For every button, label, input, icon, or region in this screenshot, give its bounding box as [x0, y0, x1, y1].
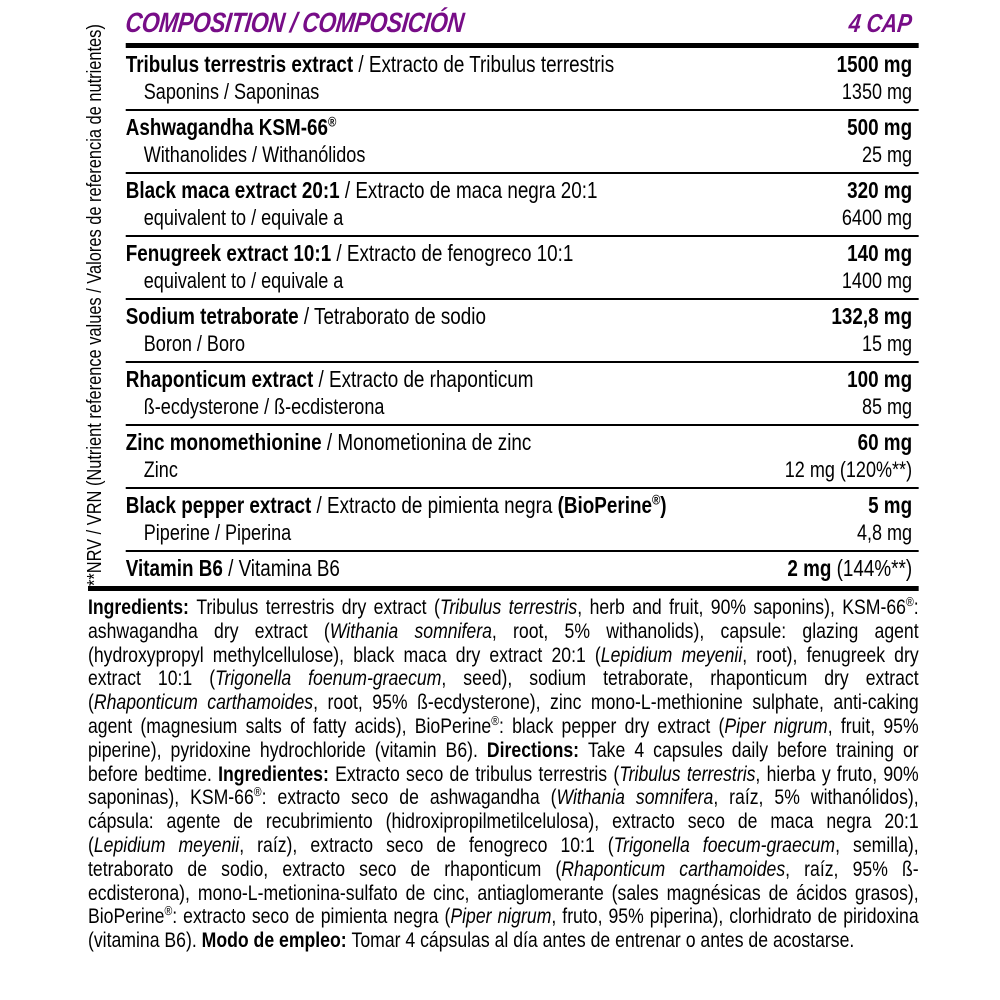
ingredient-main-line	[126, 429, 919, 456]
text-segment: 500 mg	[847, 114, 913, 140]
sub-ingredient-line	[126, 204, 919, 231]
ingredient-main-line	[126, 366, 919, 393]
text-segment: Fenugreek extract 10:1	[125, 240, 332, 266]
text-segment: ß-ecdysterone / ß-ecdisterona	[143, 394, 385, 419]
text-segment: Directions:	[486, 737, 589, 762]
ingredient-row	[126, 363, 919, 426]
sub-ingredient-amount	[842, 78, 919, 105]
panel-title: COMPOSITION / COMPOSICIÓN	[123, 7, 466, 38]
ingredient-row	[126, 426, 919, 489]
text-segment: , seed), sodium tetraborate, rhaponticum dry extract (	[88, 666, 919, 715]
text-segment: 140 mg	[847, 240, 913, 266]
text-segment: Piperine / Piperina	[143, 520, 292, 545]
sub-ingredient-amount	[785, 456, 919, 483]
text-segment: / Tetraborato de sodio	[298, 303, 486, 329]
text-segment: , root), fenugreek dry extract 10:1 (	[88, 642, 919, 691]
ingredient-main-line	[126, 303, 919, 330]
sub-ingredient-amount	[862, 393, 919, 420]
ingredient-row	[126, 174, 919, 237]
text-segment: 1400 mg	[841, 268, 913, 293]
text-segment: Black maca extract 20:1	[125, 177, 340, 203]
ingredient-amount	[858, 429, 919, 456]
sub-ingredient-name	[144, 141, 374, 168]
ingredient-name	[126, 555, 348, 582]
ingredient-row	[126, 300, 919, 363]
text-segment: , raíz, 5% withanólidos), cápsula: agente de recubrimiento (hidroxipropilmetilcelulosa), extracto seco de maca negra 20:1 (	[88, 785, 919, 857]
text-segment: 4,8 mg	[856, 520, 913, 545]
text-segment: / Extracto de fenogreco 10:1	[331, 240, 574, 266]
text-segment: , fruto, 95% piperina), clorhidrato de piridoxina (vitamina B6).	[88, 904, 919, 953]
text-segment: Modo de empleo:	[201, 928, 352, 953]
ingredients-paragraph	[88, 586, 919, 953]
ingredient-amount	[787, 555, 918, 582]
sub-ingredient-name	[144, 519, 300, 546]
text-segment: 100 mg	[847, 366, 913, 392]
sub-ingredient-name	[144, 204, 352, 231]
ingredient-main-line	[126, 51, 919, 78]
ingredient-main-line	[126, 177, 919, 204]
text-segment: Take 4 capsules daily before training or before bedtime.	[88, 737, 919, 786]
text-segment: / Extracto de pimienta negra	[311, 492, 558, 518]
ingredient-row	[126, 237, 919, 300]
text-segment: Lepidium meyenii	[93, 832, 240, 857]
sub-ingredient-line	[126, 330, 919, 357]
text-segment: 60 mg	[857, 429, 913, 455]
text-segment: Extracto seco de tribulus terrestris (	[335, 761, 620, 786]
composition-table	[126, 43, 919, 586]
text-segment: equivalent to / equivale a	[143, 205, 344, 230]
sub-ingredient-amount	[842, 204, 919, 231]
text-segment: 6400 mg	[841, 205, 913, 230]
sub-ingredient-amount	[857, 519, 919, 546]
sub-ingredient-line	[126, 519, 919, 546]
text-segment: 15 mg	[861, 331, 913, 356]
ingredient-main-line	[126, 240, 919, 267]
text-segment: Black pepper extract	[125, 492, 312, 518]
ingredient-name	[126, 492, 675, 519]
ingredient-amount	[847, 114, 919, 141]
text-segment: Rhaponticum carthamoides	[561, 856, 786, 881]
sub-ingredient-line	[126, 267, 919, 294]
sub-ingredient-line	[126, 393, 919, 420]
sub-ingredient-name	[144, 456, 186, 483]
text-segment: (144%**)	[831, 555, 913, 581]
text-segment: equivalent to / equivale a	[143, 268, 344, 293]
ingredient-name	[126, 114, 345, 141]
ingredient-amount	[868, 492, 919, 519]
sub-ingredient-name	[144, 267, 352, 294]
text-segment: / Extracto de rhaponticum	[313, 366, 534, 392]
text-segment: , root, 5% withanolids), capsule: glazing agent (hydroxypropyl methylcellulose), black maca dry extract 20:1 (	[88, 618, 919, 667]
text-segment: Piper nigrum	[724, 713, 828, 738]
sub-ingredient-amount	[862, 330, 919, 357]
text-segment: Vitamin B6	[125, 555, 223, 581]
ingredient-row	[126, 489, 919, 552]
ingredient-main-line	[126, 555, 919, 582]
sub-ingredient-name	[144, 393, 393, 420]
text-segment: Withania somnifera	[556, 785, 714, 810]
nrv-footnote: **NRV / VRN (Nutrient reference values / Valores de referencia de nutrientes)	[84, 24, 106, 586]
label-content	[88, 0, 919, 953]
sub-ingredient-line	[126, 78, 919, 105]
ingredient-name	[126, 51, 623, 78]
sub-ingredient-line	[126, 456, 919, 483]
text-segment: / Extracto de Tribulus terrestris	[353, 51, 615, 77]
text-segment: , root, 95% ß-ecdysterone), zinc mono-L-methionine sulphate, anti-caking agent (magnesium salts of fatty acids), BioPerine®: black pepper dry extract (	[88, 690, 919, 738]
text-segment: Saponins / Saponinas	[143, 79, 320, 104]
text-segment: 12 mg (120%**)	[784, 457, 913, 482]
text-segment: , raíz), extracto seco de fenogreco 10:1 (	[239, 832, 614, 857]
sub-ingredient-line	[126, 141, 919, 168]
text-segment: 320 mg	[847, 177, 913, 203]
text-segment: Trigonella foecum-graecum	[613, 832, 836, 857]
text-segment: Rhaponticum extract	[125, 366, 314, 392]
text-segment: 1350 mg	[841, 79, 913, 104]
text-segment: Tribulus terrestris	[439, 595, 578, 619]
ingredient-row	[126, 111, 919, 174]
ingredient-name	[126, 366, 542, 393]
panel-header	[123, 0, 919, 43]
text-segment: Tomar 4 cápsulas al día antes de entrenar o antes de acostarse.	[351, 928, 855, 953]
text-segment: 25 mg	[861, 142, 913, 167]
text-segment: Sodium tetraborate	[125, 303, 299, 329]
ingredient-amount	[847, 366, 919, 393]
ingredient-amount	[847, 240, 919, 267]
text-segment: Zinc	[143, 457, 178, 482]
text-segment: Lepidium meyenii	[600, 642, 743, 667]
ingredient-name	[126, 429, 540, 456]
ingredient-name	[126, 177, 606, 204]
text-segment: Trigonella foenum-graecum	[215, 666, 442, 691]
text-segment: , fruit, 95% piperine), pyridoxine hydrochloride (vitamin B6).	[88, 713, 919, 762]
text-segment: Rhaponticum carthamoides	[93, 690, 314, 715]
text-segment: , hierba y fruto, 90% saponinas), KSM-66®: extracto seco de ashwagandha (	[88, 761, 919, 810]
ingredient-name	[126, 303, 494, 330]
text-segment: Ingredientes:	[218, 761, 336, 786]
text-segment: Ingredients:	[88, 595, 197, 619]
serving-count: 4 CAP	[847, 8, 914, 38]
text-segment: Tribulus terrestris	[619, 761, 756, 786]
text-segment: , semilla), tetraborato de sodio, extracto seco de rhaponticum (	[88, 832, 919, 881]
text-segment: Boron / Boro	[143, 331, 246, 356]
text-segment: , raíz, 95% ß-ecdisterona), mono-L-metionina-sulfato de cinc, antiaglomerante (sales magnésicas de ácidos grasos), BioPerine®: extracto seco de pimienta negra (	[88, 856, 919, 929]
text-segment: Tribulus terrestris extract	[125, 51, 354, 77]
ingredient-amount	[847, 177, 919, 204]
text-segment: 5 mg	[868, 492, 913, 518]
text-segment: / Extracto de maca negra 20:1	[339, 177, 598, 203]
ingredient-main-line	[126, 492, 919, 519]
sub-ingredient-amount	[862, 141, 919, 168]
text-segment: , herb and fruit, 90% saponins), KSM-66®: ashwagandha dry extract (	[88, 593, 919, 643]
ingredient-row	[126, 48, 919, 111]
ingredient-name	[126, 240, 582, 267]
ingredient-main-line	[126, 114, 919, 141]
text-segment: Zinc monomethionine	[125, 429, 322, 455]
text-segment: Piper nigrum	[450, 904, 552, 929]
text-segment: Ashwagandha KSM-66®	[125, 114, 337, 140]
text-segment: Withanolides / Withanólidos	[143, 142, 366, 167]
sub-ingredient-amount	[842, 267, 919, 294]
ingredient-row	[126, 552, 919, 586]
sub-ingredient-name	[144, 330, 253, 357]
text-segment: 85 mg	[861, 394, 913, 419]
text-segment: / Vitamina B6	[222, 555, 340, 581]
sub-ingredient-name	[144, 78, 328, 105]
ingredient-amount	[837, 51, 919, 78]
text-segment: 132,8 mg	[831, 303, 913, 329]
ingredient-amount	[831, 303, 918, 330]
text-segment: Tribulus terrestris dry extract (	[196, 595, 440, 619]
text-segment: 1500 mg	[836, 51, 913, 77]
text-segment: (BioPerine®)	[557, 492, 667, 518]
text-segment: / Monometionina de zinc	[321, 429, 532, 455]
text-segment: Withania somnifera	[329, 618, 492, 643]
text-segment: 2 mg	[787, 555, 832, 581]
